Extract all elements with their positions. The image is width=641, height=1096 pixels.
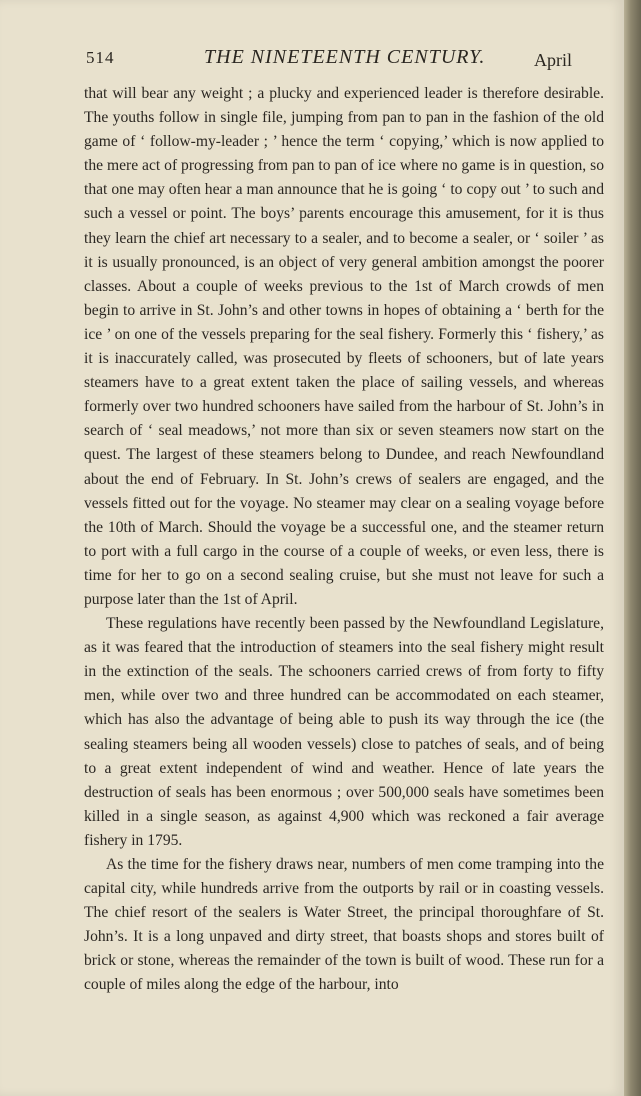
page-edge bbox=[624, 0, 641, 1096]
paragraph-1: that will bear any weight ; a plucky and experienced leader is therefore desirable. The youths follow in single file, jumping from pan to pan in the fashion of the old game of ‘ follow-my-leader ; ’ hence the term ‘ copying,’ which is now applied to the mere act of progressing from pan to pan of ice where no game is in question, so that one may often hear a man announce that he is going ‘ to copy out ’ to such and such a vessel or point. The boys’ parents encourage this amusement, for it is thus they learn the chief art necessary to a sealer, and to become a sealer, or ‘ soiler ’ as it is usually pronounced, is an object of very general ambition amongst the poorer classes. About a couple of weeks previous to the 1st of March crowds of men begin to arrive in St. John’s and other towns in hopes of obtaining a ‘ berth for the ice ’ on one of the vessels preparing for the seal fishery. Formerly this ‘ fishery,’ as it is inaccurately called, was prosecuted by fleets of schooners, but of late years steamers have to a great extent taken the place of sailing vessels, and whereas formerly over two hundred schooners have sailed from the harbour of St. John’s in search of ‘ seal meadows,’ not more than six or seven steamers now start on the quest. The largest of these steamers belong to Dundee, and reach Newfoundland about the end of February. In St. John’s crews of sealers are engaged, and the vessels fitted out for the voyage. No steamer may clear on a sealing voyage before the 10th of March. Should the voyage be a successful one, and the steamer return to port with a full cargo in the course of a couple of weeks, or even less, there is time for her to go on a second sealing cruise, but she must not leave for such a purpose later than the 1st of April. bbox=[84, 85, 604, 608]
page-number: 514 bbox=[86, 48, 115, 67]
page-header bbox=[86, 44, 574, 70]
paragraph-3: As the time for the fishery draws near, numbers of men come tramping into the capital city, while hundreds arrive from the outports by rail or in coasting vessels. The chief resort of the sealers is Water Street, the principal thoroughfare of St. John’s. It is a long unpaved and dirty street, that boasts shops and stores built of brick or stone, whereas the remainder of the town is built of wood. These run for a couple of miles along the edge of the harbour, into bbox=[84, 856, 604, 994]
paragraph-2: These regulations have recently been passed by the Newfoundland Legislature, as it was feared that the introduction of steamers into the seal fishery might result in the extinction of the seals. The schooners carried crews of from forty to fifty men, while over two and three hundred can be accommodated on each steamer, which has also the advantage of being able to push its way through the ice (the sealing steamers being all wooden vessels) close to patches of seals, and of being to a great extent independent of wind and weather. Hence of late years the destruction of seals has been enormous ; over 500,000 seals have sometimes been killed in a single season, as against 4,900 which was reckoned a fair average fishery in 1795. bbox=[84, 615, 604, 849]
running-title: THE NINETEENTH CENTURY. bbox=[204, 46, 486, 68]
header-month: April bbox=[534, 50, 572, 70]
body-text bbox=[84, 82, 604, 998]
